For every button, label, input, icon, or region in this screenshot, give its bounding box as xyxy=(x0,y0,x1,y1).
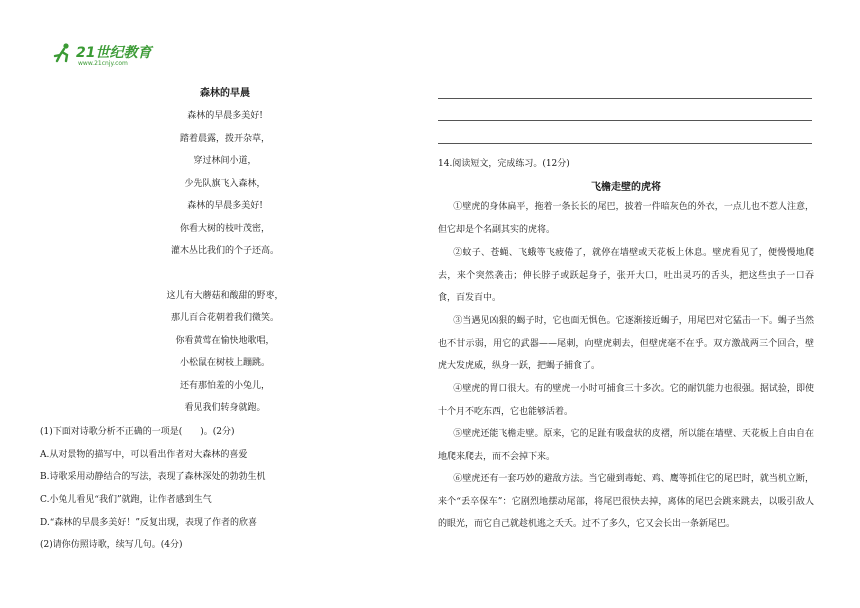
poem-line: 森林的早晨多美好! xyxy=(187,201,263,211)
paragraph-2: ②蚊子、苍蝇、飞蛾等飞疲倦了，就停在墙壁或天花板上休息。壁虎看见了，便慢慢地爬去，来个突然袭击；伸长脖子或跃起身子，张开大口，吐出灵巧的舌头，把这些虫子一口吞食，百发百中。 xyxy=(438,248,814,304)
poem-line: 森林的早晨多美好! xyxy=(187,111,263,121)
poem-line: 少先队旗飞入森林， xyxy=(184,178,266,189)
logo-text: 21世纪教育 xyxy=(76,45,152,61)
option-b: B.诗歌采用动静结合的写法，表现了森林深处的勃勃生机 xyxy=(40,472,266,482)
option-c: C.小兔儿看见“我们”就跑，让作者感到生气 xyxy=(40,495,212,505)
paragraph-1: ①壁虎的身体扁平，拖着一条长长的尾巴，披着一件暗灰色的外衣，一点儿也不惹人注意，但它却是个名副其实的虎将。 xyxy=(438,202,814,235)
paragraph-6: ⑥壁虎还有一套巧妙的避敌方法。当它碰到毒蛇、鸡、鹰等抓住它的尾巴时，就当机立断，来个“丢卒保车”：它剧烈地摆动尾部，将尾巴很快去掉，离体的尾巴会跳来跳去，以吸引敌人的眼光，而它自己就趁机逃之夭夭。过不了多久，它又会长出一条新尾巴。 xyxy=(438,474,814,530)
poem-line: 这儿有大蘑菇和酸甜的野枣， xyxy=(166,290,284,301)
answer-line[interactable] xyxy=(438,98,812,99)
paragraph-4: ④壁虎的胃口很大。有的壁虎一小时可捕食三十多次。它的耐饥能力也很强。据试验，即使十个月不吃东西，它也能够活着。 xyxy=(438,384,814,417)
option-a: A.从对景物的描写中，可以看出作者对大森林的喜爱 xyxy=(40,450,248,460)
answer-line[interactable] xyxy=(438,120,812,121)
poem-line: 穿过林间小道， xyxy=(193,156,257,166)
poem-line: 小松鼠在树枝上蹦跳。 xyxy=(179,358,270,368)
poem-line: 看见我们转身就跑。 xyxy=(184,403,266,413)
runner-icon xyxy=(52,42,74,64)
question-14: 14.阅读短文，完成练习。(12分) xyxy=(438,159,570,169)
logo-subtext: www.21cnjy.com xyxy=(78,60,128,67)
poem-line: 那儿百合花朝着我们微笑。 xyxy=(170,313,279,323)
poem-line: 踏着晨露，拨开杂草， xyxy=(179,133,270,144)
answer-line[interactable] xyxy=(438,143,812,144)
question-2: (2)请你仿照诗歌，续写几句。(4分) xyxy=(40,540,183,550)
option-d: D.“森林的早晨多美好！”反复出现，表现了作者的欣喜 xyxy=(40,518,257,528)
question-1: (1)下面对诗歌分析不正确的一项是( )。(2分) xyxy=(40,427,235,437)
poem-line: 还有那怕羞的小兔儿， xyxy=(179,380,270,391)
poem-line: 灌木丛比我们的个子还高。 xyxy=(170,246,279,256)
logo xyxy=(52,42,172,72)
story-title: 飞檐走壁的虎将 xyxy=(591,182,661,193)
paragraph-5: ⑤壁虎还能飞檐走壁。原来，它的足趾有吸盘状的皮褶，所以能在墙壁、天花板上自由自在地爬来爬去，而不会掉下来。 xyxy=(438,429,814,462)
left-column xyxy=(40,86,410,550)
poem-line: 你看黄莺在愉快地歌唱， xyxy=(175,335,275,346)
paragraph-3: ③当遇见凶狠的蝎子时，它也面无惧色。它逐渐接近蝎子，用尾巴对它猛击一下。蝎子当然也不甘示弱，用它的武器——尾刺，向壁虎刺去，但壁虎毫不在乎。双方激战两三个回合，壁虎大发虎威，纵身一跃，把蝎子捕食了。 xyxy=(438,316,814,372)
poem-title: 森林的早晨 xyxy=(200,88,250,99)
poem-line: 你看大树的枝叶茂密， xyxy=(179,223,270,234)
